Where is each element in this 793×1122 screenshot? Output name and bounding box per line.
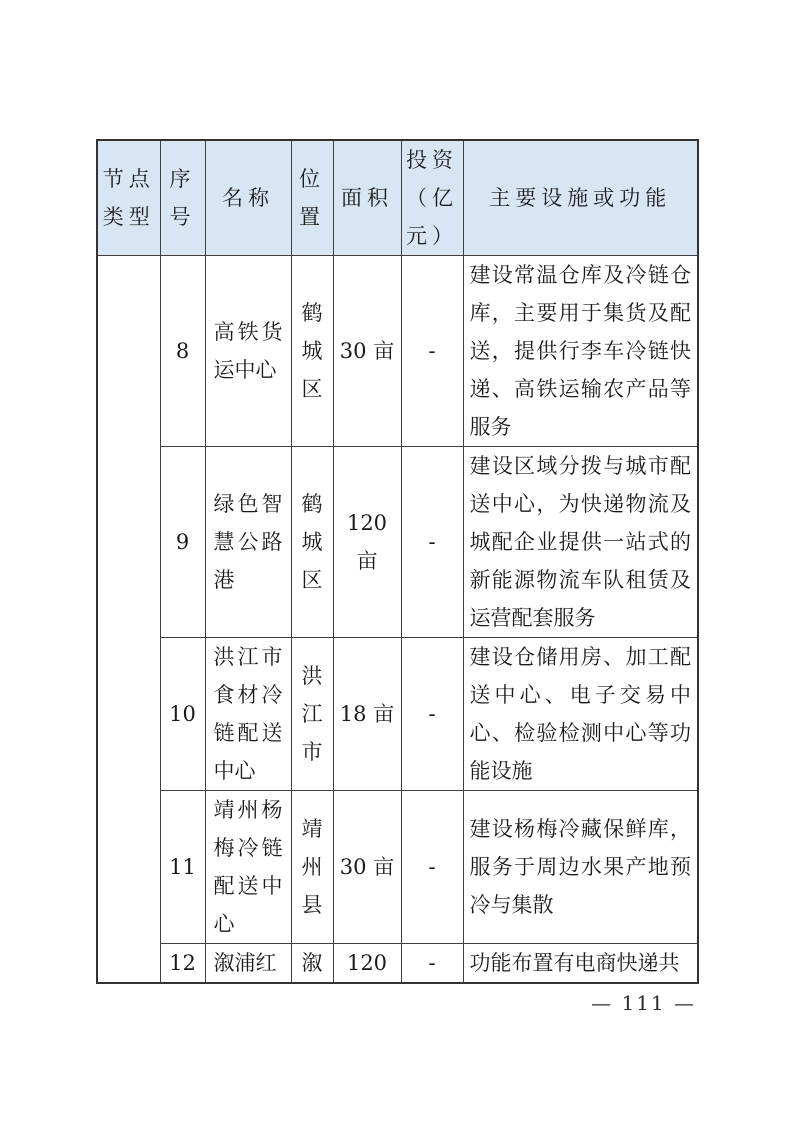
cell-seq: 8: [160, 256, 205, 447]
cell-area: 18 亩: [333, 638, 401, 791]
page-number: — 111 —: [591, 991, 696, 1015]
header-cell-investment: 投资（亿元）: [401, 140, 463, 256]
cell-area: 30 亩: [333, 791, 401, 944]
table-row: [97, 791, 698, 944]
cell-function: 建设仓储用房、加工配送中心、电子交易中心、检验检测中心等功能设施: [463, 638, 698, 791]
cell-function: 建设杨梅冷藏保鲜库，服务于周边水果产地预冷与集散: [463, 791, 698, 944]
cell-area: 120 亩: [333, 447, 401, 638]
cell-location: 洪江市: [291, 638, 333, 791]
cell-name: 高铁货运中心: [205, 256, 291, 447]
cell-area: 120: [333, 944, 401, 984]
cell-investment: -: [401, 447, 463, 638]
cell-location: 鹤城区: [291, 256, 333, 447]
header-cell-function: 主要设施或功能: [463, 140, 698, 256]
header-cell-node-type: 节点类型: [97, 140, 160, 256]
cell-location: 溆: [291, 944, 333, 984]
logistics-nodes-table: [96, 139, 699, 984]
table-row: [97, 447, 698, 638]
cell-location: 靖州县: [291, 791, 333, 944]
header-cell-area: 面积: [333, 140, 401, 256]
cell-name: 绿色智慧公路港: [205, 447, 291, 638]
cell-name: 洪江市食材冷链配送中心: [205, 638, 291, 791]
cell-seq: 9: [160, 447, 205, 638]
table-header-row: [97, 140, 698, 256]
table-row: [97, 256, 698, 447]
cell-seq: 11: [160, 791, 205, 944]
cell-function: 建设区域分拨与城市配送中心，为快递物流及城配企业提供一站式的新能源物流车队租赁及运营配套服务: [463, 447, 698, 638]
cell-investment: -: [401, 256, 463, 447]
cell-investment: -: [401, 791, 463, 944]
cell-node-type-merged: [97, 256, 160, 984]
table-row: [97, 638, 698, 791]
cell-investment: -: [401, 944, 463, 984]
header-cell-location: 位置: [291, 140, 333, 256]
cell-seq: 10: [160, 638, 205, 791]
cell-function: 功能布置有电商快递共: [463, 944, 698, 984]
header-cell-name: 名称: [205, 140, 291, 256]
cell-name: 溆浦红: [205, 944, 291, 984]
cell-name: 靖州杨梅冷链配送中心: [205, 791, 291, 944]
cell-seq: 12: [160, 944, 205, 984]
cell-location: 鹤城区: [291, 447, 333, 638]
cell-area: 30 亩: [333, 256, 401, 447]
cell-function: 建设常温仓库及冷链仓库，主要用于集货及配送，提供行李车冷链快递、高铁运输农产品等服务: [463, 256, 698, 447]
cell-investment: -: [401, 638, 463, 791]
table-row-truncated: [97, 944, 698, 984]
header-cell-seq: 序号: [160, 140, 205, 256]
